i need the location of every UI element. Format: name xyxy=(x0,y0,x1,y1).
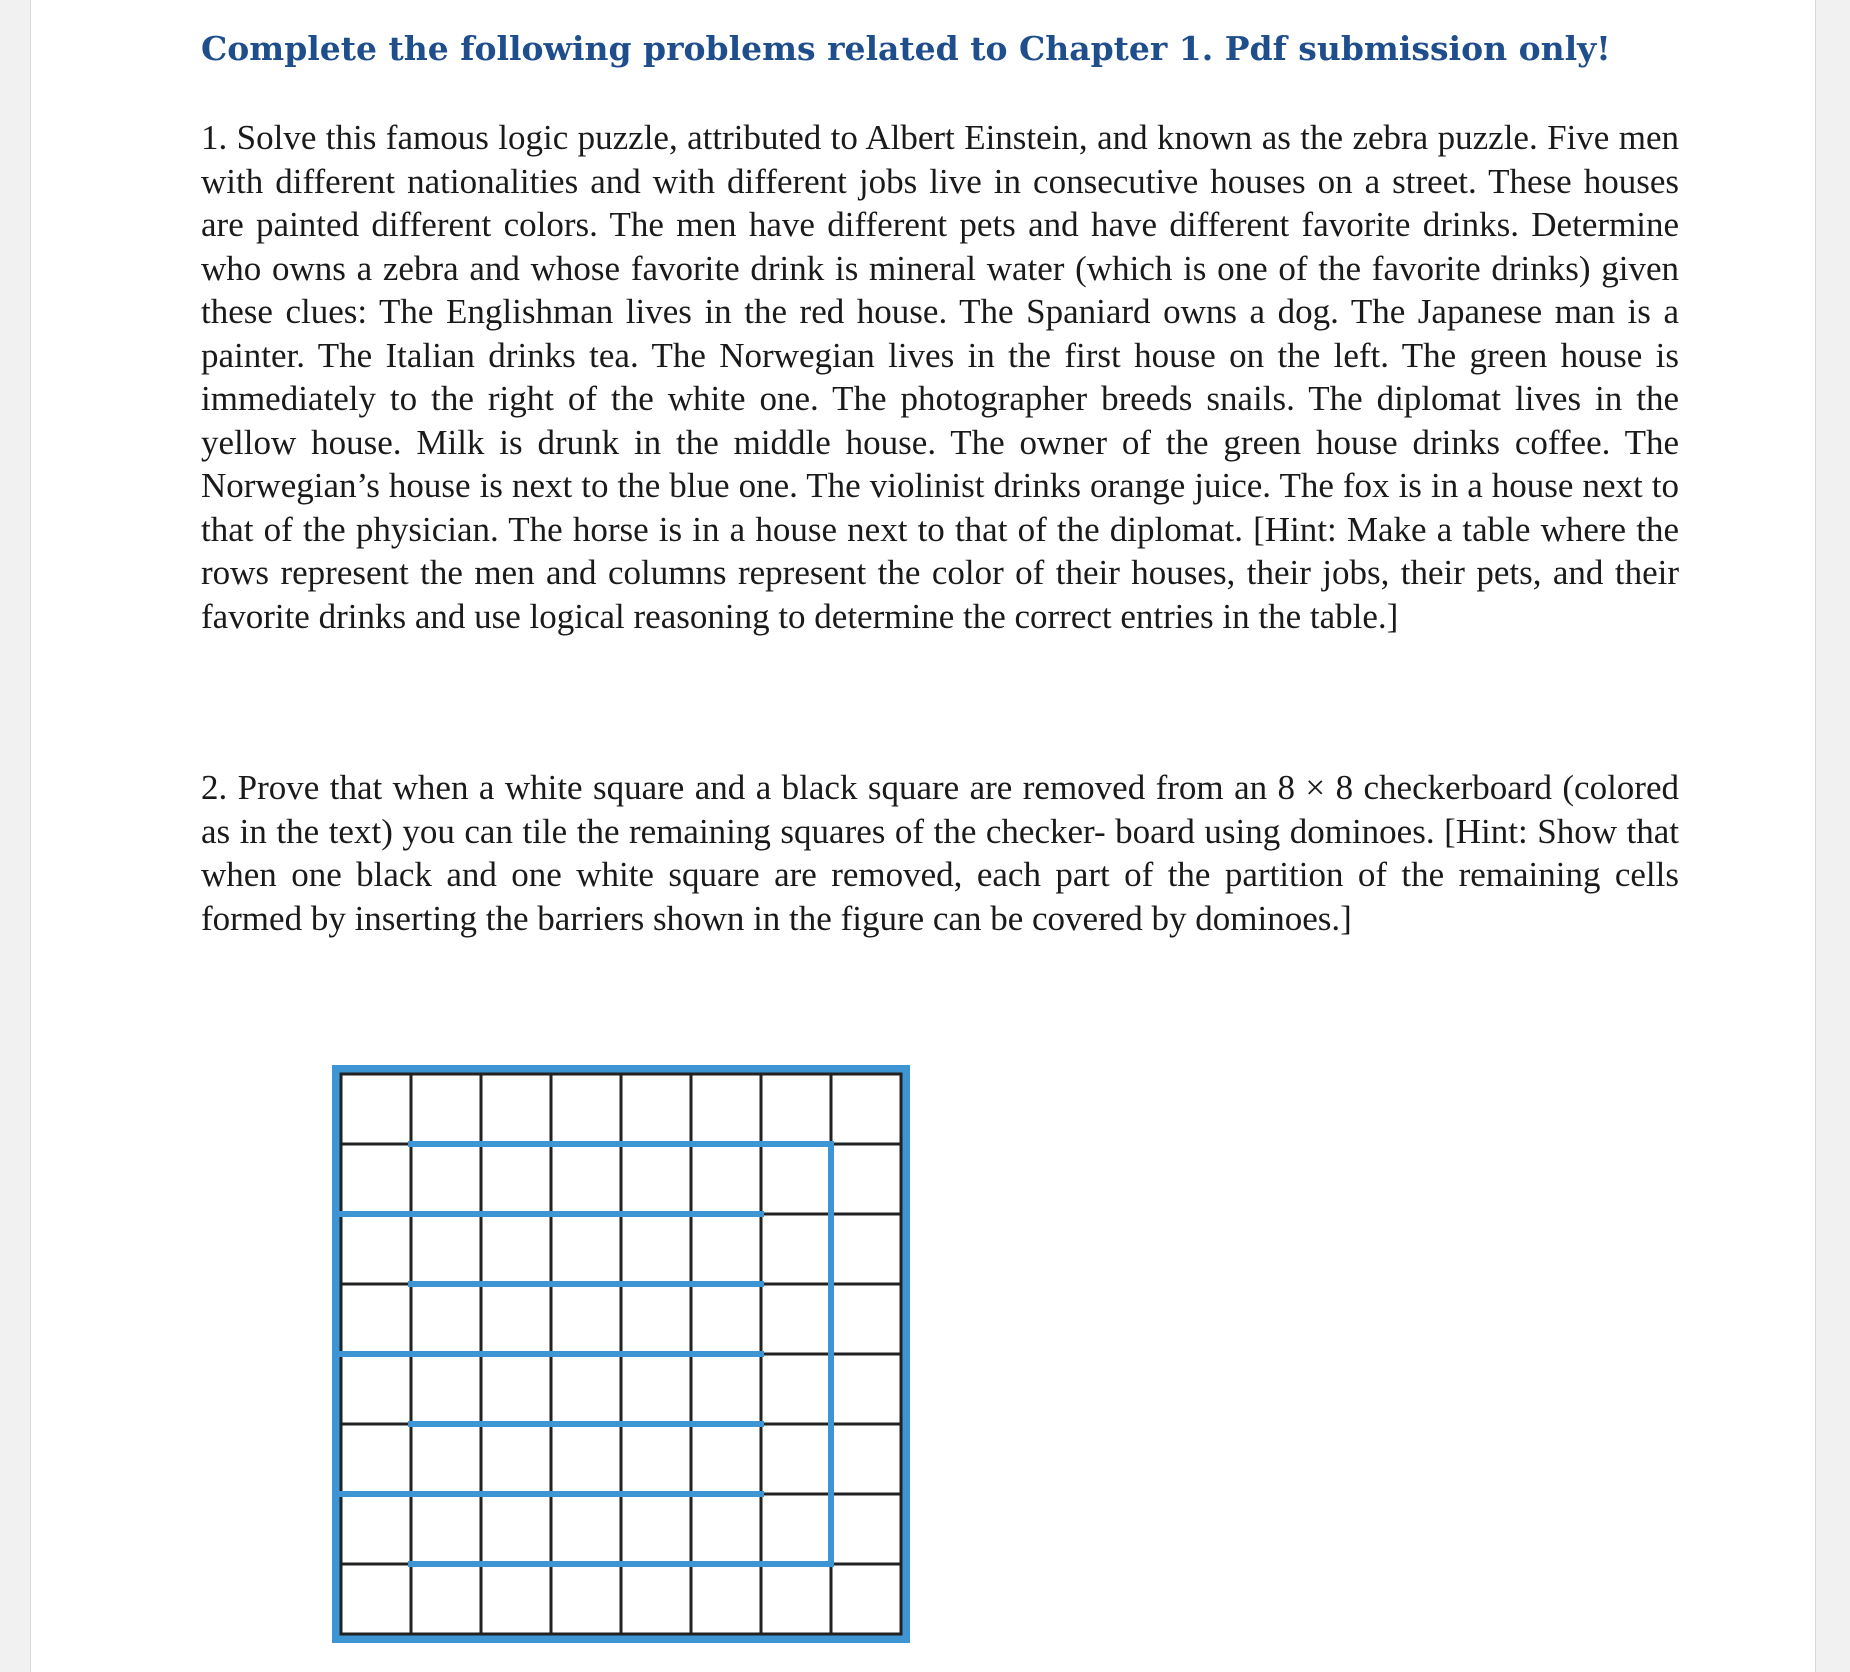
problem-1-text: Solve this famous logic puzzle, attributed to Albert Einstein, and known as the zebra puzzle. Five men with different nationalities and with different jobs live in consecutive houses on a street. These houses are painted different colors. The men have different pets and have different favorite drinks. Determine who owns a zebra and whose favorite drink is mineral water (which is one of the favorite drinks) given these clues: The Englishman lives in the red house. The Spaniard owns a dog. The Japanese man is a painter. The Italian drinks tea. The Norwegian lives in the first house on the left. The green house is immediately to the right of the white one. The photographer breeds snails. The diplomat lives in the yellow house. Milk is drunk in the middle house. The owner of the green house drinks coffee. The Norwegian’s house is next to the blue one. The violinist drinks orange juice. The fox is in a house next to that of the physician. The horse is in a house next to that of the diplomat. [Hint: Make a table where the rows represent the men and columns represent the color of their houses, their jobs, their pets, and their favorite drinks and use logical reasoning to determine the correct entries in the table.] xyxy=(201,118,1680,636)
document-page xyxy=(30,0,1816,1672)
checkerboard-barrier-figure xyxy=(325,1060,915,1660)
problem-2-text: Prove that when a white square and a black square are removed from an 8 × 8 checkerboard (colored as in the text) you can tile the remaining squares of the checker- board using dominoes. [Hint: Show that when one black and one white square are removed, each part of the partition of the remaining cells formed by inserting the barriers shown in the figure can be covered by dominoes.] xyxy=(201,768,1679,938)
page-title: Complete the following problems related to Chapter 1. Pdf submission only! xyxy=(201,29,1611,68)
problem-2 xyxy=(201,766,1679,940)
problem-2-number: 2. xyxy=(201,768,228,807)
problem-1-number: 1. xyxy=(201,118,228,157)
problem-1 xyxy=(201,116,1679,638)
